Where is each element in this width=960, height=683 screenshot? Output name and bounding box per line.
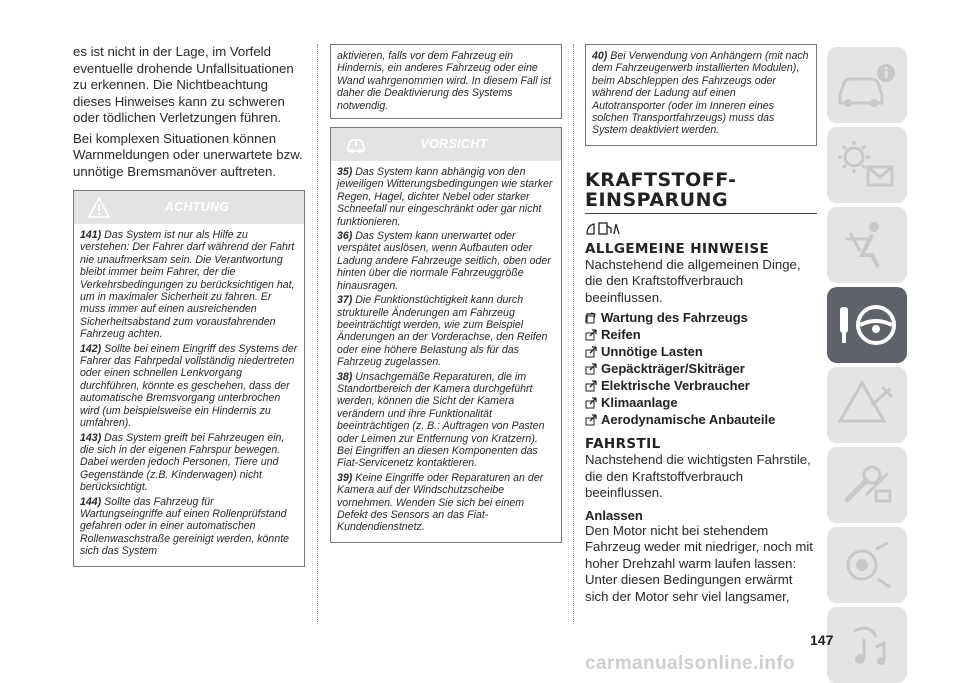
vorsicht-box-body [331,161,561,542]
steering-wheel-icon [832,295,902,355]
maintenance-icon [832,455,902,515]
airbag-safety-icon [832,215,902,275]
link-arrow-icon [585,329,597,341]
column-divider [317,44,318,624]
list-item-label: Unnötige Lasten [601,344,703,360]
note-142 [80,343,298,430]
intro-paragraph-1: es ist nicht in der Lage, im Vorfeld eventuelle drohende Unfallsituationen zu erkennen. Die Nichtbeachtung dieses Hinweises kann zu schweren oder tödlichen Verletzungen führen. [73,44,294,125]
section-heading: KRAFTSTOFF-EINSPARUNG [585,168,737,211]
left-column [73,44,305,567]
note-text: Das System kann abhängig von den jeweiligen Witterungsbedingungen wie starker Regen, Hagel, dichter Nebel oder starker Schneefall nur eingeschränkt oder gar nicht funktionieren. [337,166,553,228]
achtung-title: ACHTUNG [164,200,230,214]
list-item[interactable] [585,360,817,377]
link-arrow-icon [585,414,597,426]
starting-text-2: Unter diesen Bedingungen erwärmt sich der Motor sehr viel langsamer, [585,572,793,604]
subheading-general: ALLGEMEINE HINWEISE [585,240,770,257]
page-number: 147 [810,632,834,648]
tab-vehicle-info[interactable] [827,47,907,123]
watermark: carmanualsonline.info [585,653,796,674]
list-item-label: Gepäckträger/Skiträger [601,361,745,377]
note-text: Das System greift bei Fahrzeugen ein, die sich in der eigenen Fahrspur bewegen. Dabei werden jedoch Personen, Tiere und Gegenstände (z.B. Kinderwagen) nicht berücksichtigt. [80,431,285,494]
note-number: 40) [592,50,608,62]
achtung-box-header [74,191,304,224]
achtung-box [73,190,305,567]
note-40-box [585,44,817,146]
note-40 [592,50,810,137]
tab-safety[interactable] [827,207,907,283]
note-text: Bei Verwendung von Anhängern (mit nach dem Fahrzeugerwerb installierten Modulen), beim Abschleppen des Fahrzeugs oder während der Ladung auf einen Autotransporter (oder im Inneren eines solchen Transportfahrzeugs) muss das System deaktiviert werden. [592,50,809,137]
column-divider [573,44,574,624]
eco-fuel-icon [585,220,621,236]
note-text: Sollte das Fahrzeug für Wartungseingriffe auf einen Rollenprüfstand gefahren oder in einer automatischen Rollenwaschstraße gereinigt werden, könnte sich das System [80,495,290,558]
vorsicht-title: VORSICHT [420,137,488,152]
list-item[interactable] [585,309,817,326]
link-arrow-icon [585,363,597,375]
general-intro: Nachstehend die allgemeinen Dinge, die den Kraftstoffverbrauch beeinflussen. [585,256,801,305]
intro-paragraph-2: Bei komplexen Situationen können Warnmeldungen oder unerwartete bzw. unnötige Bremsmanöver auftreten. [73,130,303,179]
note-number: 142) [80,342,102,355]
vorsicht-box [330,127,562,543]
note-number: 39) [337,471,353,484]
continued-note-box [330,44,562,119]
technical-data-icon [832,535,902,595]
note-144 [80,496,298,558]
factor-list [585,309,817,428]
note-text: Das System kann unerwartet oder verspätet auslösen, wenn Aufbauten oder Ladung andere Fahrzeuge seitlich, oben oder hinten über die normale Fahrzeuggröße hinausragen. [337,230,551,292]
link-arrow-icon [585,397,597,409]
tab-maintenance[interactable] [827,447,907,523]
note-number: 144) [80,495,102,508]
list-item[interactable] [585,343,817,360]
tab-technical-data[interactable] [827,527,907,603]
note-39 [337,472,555,534]
note-number: 35) [337,166,353,179]
list-item-label: Elektrische Verbraucher [601,378,750,394]
heading-rule [585,213,817,214]
note-number: 38) [337,370,353,383]
emergency-icon [832,375,902,435]
note-text: Keine Eingriffe oder Reparaturen an der Kamera auf der Windschutzscheibe vornehmen. Wenden Sie sich bei einem Defekt des Sensors an das Fiat-Kundendienstnetz. [337,471,544,534]
note-36 [337,230,555,292]
note-38 [337,371,555,470]
starting-text-1: Den Motor nicht bei stehendem Fahrzeug weder mit niedriger, noch mit hoher Drehzahl warm laufen lassen: [585,522,813,571]
continued-note-body: aktivieren, falls vor dem Fahrzeug ein Hindernis, ein anderes Fahrzeug oder eine Wand wahrgenommen wird. In diesem Fall ist daher die Deaktivierung des Systems notwendig. [337,50,552,112]
list-item[interactable] [585,411,817,428]
note-143 [80,432,298,494]
tab-multimedia[interactable] [827,607,907,683]
subheading-starting: Anlassen [585,507,643,523]
tab-warning-lights[interactable] [827,127,907,203]
link-arrow-icon [585,346,597,358]
note-text: Unsachgemäße Reparaturen, die im Standortbereich der Kamera durchgeführt werden, können die Sicht der Kamera verändern und ihre Funktionalität beeinträchtigen (z. B.: Auftragen von Pasten oder Leimen zur Entfernung von Kratzern). Bei Eingriffen an diesen Komponenten das Fiat-Servicenetz kontaktieren. [337,370,545,470]
list-item[interactable] [585,326,817,343]
right-column [585,44,817,605]
tab-starting-driving[interactable] [827,287,907,363]
list-item-label: Klimaanlage [601,395,678,411]
list-item-label: Reifen [601,327,641,343]
warning-lights-icon [832,135,902,195]
driving-style-intro: Nachstehend die wichtigsten Fahrstile, die den Kraftstoffverbrauch beeinflussen. [585,452,811,501]
note-141 [80,229,298,341]
tab-emergency[interactable] [827,367,907,443]
link-arrow-icon [585,312,597,324]
note-37 [337,294,555,368]
note-text: Das System ist nur als Hilfe zu verstehen: Der Fahrer darf während der Fahrt nie unaufmerksam sein. Die Verantwortung bleibt immer beim Fahrer, der die Verkehrsbedingungen zu berücksichtigen hat, um in maximaler Sicherheit zu fahren. Er muss immer auf einen ausreichenden Sicherheitsabstand zum vorausfahrenden Fahrzeug achten. [80,229,295,341]
note-40-body [586,45,816,145]
car-info-icon [832,55,902,115]
note-number: 36) [337,230,353,243]
middle-column [330,44,562,543]
chapter-tabs [827,47,907,683]
list-item[interactable] [585,377,817,394]
note-number: 37) [337,294,353,307]
achtung-box-body [74,224,304,566]
vorsicht-box-header [331,128,561,161]
list-item[interactable] [585,394,817,411]
note-text: Die Funktionstüchtigkeit kann durch strukturelle Änderungen am Fahrzeug beeinträchtigt werden, wie zum Beispiel Änderungen an der Vorderachse, den Reifen oder eine höhere Belastung als für das Fahrzeug zugelassen. [337,294,548,369]
multimedia-icon [832,615,902,675]
note-text: Sollte bei einem Eingriff des Systems der Fahrer das Fahrpedal vollständig niedertreten oder einen schnellen Lenkvorgang durchführen, könnte es geschehen, dass der automatische Bremsvorgang unterbrochen wird (um beispielsweise ein Hindernis zu umfahren). [80,342,298,430]
note-number: 141) [80,229,102,241]
list-item-label: Wartung des Fahrzeugs [601,310,748,326]
list-item-label: Aerodynamische Anbauteile [601,412,776,428]
link-arrow-icon [585,380,597,392]
note-number: 143) [80,431,102,444]
subheading-driving-style: FAHRSTIL [585,436,661,453]
note-35 [337,166,555,228]
